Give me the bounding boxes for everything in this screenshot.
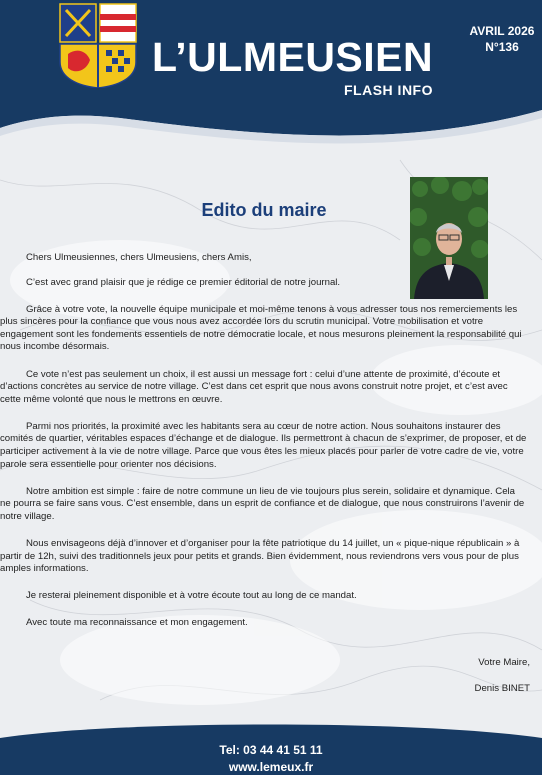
publication-subtitle: FLASH INFO — [344, 82, 433, 98]
signature: Denis BINET — [474, 683, 530, 694]
publication-title: L’ULMEUSIEN — [152, 34, 434, 80]
paragraph: Parmi nos priorités, la proximité avec les habitants sera au cœur de notre action. Nous souhaitons instaurer des comités de quartier, véritables espaces d’échange et de dialogue. Ils permettront à chacun de s’exprimer, de proposer, et de participer activement à la vie de notre village. Parce que vous êtes les mieux placés pour parler de votre cadre de vie, votre parole sera essentielle pour orienter nos décisions. — [0, 420, 527, 470]
paragraph: Ce vote n’est pas seulement un choix, il est aussi un message fort : celui d’une attente de proximité, d’écoute et d’actions concrètes au service de notre village. C’est dans cet esprit que nous avons construit notre projet, et c’est avec cette même volonté que nous le mettrons en œuvre. — [0, 368, 508, 405]
editorial-title: Edito du maire — [201, 200, 327, 220]
paragraph: Notre ambition est simple : faire de notre commune un lieu de vie toujours plus serein, solidaire et dynamique. Cela ne pourra se faire sans vous. C’est ensemble, dans un esprit de confiance et de dialogue, que nous construirons l’avenir de notre village. — [0, 485, 525, 522]
paragraph: Je resterai pleinement disponible et à votre écoute tout au long de ce mandat. — [26, 590, 357, 602]
paragraph: Avec toute ma reconnaissance et mon engagement. — [26, 617, 248, 629]
footer-website-link[interactable]: www.lemeux.fr — [228, 760, 314, 774]
paragraph: C’est avec grand plaisir que je rédige ce premier éditorial de notre journal. — [26, 276, 341, 288]
coat-of-arms-icon — [58, 2, 138, 88]
salutation: Chers Ulmeusiennes, chers Ulmeusiens, chers Amis, — [26, 252, 252, 263]
closing-line: Votre Maire, — [478, 657, 530, 668]
issue-info — [462, 23, 542, 55]
issue-date: AVRIL 2026 — [469, 24, 535, 38]
paragraph: Nous envisageons déjà d’innover et d’organiser pour la fête patriotique du 14 juillet, un « pique-nique républicain » à partir de 12h, suivi des traditionnels jeux pour petits et grands. Bien évidemment, nous reviendrons vers vous pour de plus amples informations. — [0, 538, 520, 575]
paragraph: Grâce à votre vote, la nouvelle équipe municipale et moi-même tenons à vous adresser tous nos remerciements les plus sincères pour la confiance que vous nous avez accordée lors du scrutin municipal. Votre mobilisation et votre engagement sont les fondements essentiels de notre démocratie locale, et nous mesurons pleinement la responsabilité qui nous incombe désormais. — [0, 303, 522, 353]
issue-number: N°136 — [485, 40, 519, 54]
editorial-body — [0, 252, 528, 644]
footer-phone: Tel: 03 44 41 51 11 — [219, 743, 323, 757]
